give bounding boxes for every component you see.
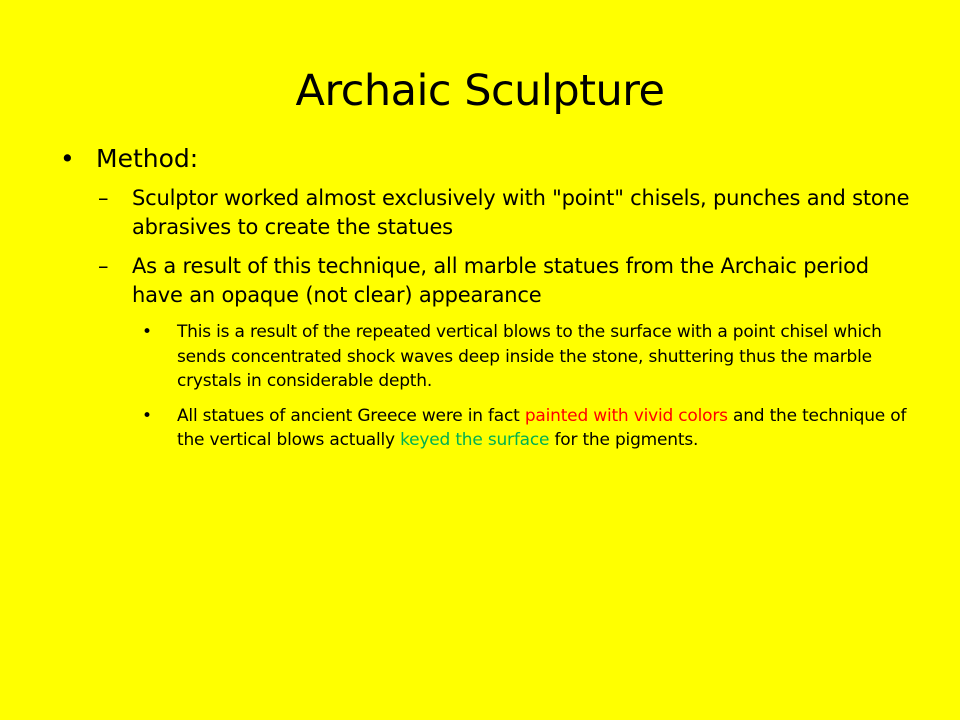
painted-text-part2: and the technique of the vertical blows actually (177, 405, 907, 450)
bullet-method-text: Method: (96, 144, 199, 173)
slide-title: Archaic Sculpture (295, 66, 665, 116)
bullet-dot-icon: • (142, 405, 152, 426)
bullet-method (60, 142, 920, 176)
bullet-dot-icon: • (60, 144, 75, 173)
painted-highlight-green: keyed the surface (400, 430, 550, 450)
dash-icon: – (98, 186, 109, 210)
sub-bullet-chisels-text: Sculptor worked almost exclusively with "point" chisels, punches and stone abrasives to create the statues (132, 186, 910, 239)
bullet-dot-icon: • (142, 322, 152, 342)
detail-bullet-blows (142, 320, 920, 394)
sub-bullet-opaque-text: As a result of this technique, all marble statues from the Archaic period have an opaque (not clear) appearance (132, 254, 869, 307)
slide-content (60, 142, 920, 463)
detail-bullet-painted-text (177, 406, 906, 451)
sub-bullet-chisels (96, 184, 920, 242)
detail-bullet-blows-text: This is a result of the repeated vertical blows to the surface with a point chisel which sends concentrated shock waves deep inside the stone, shuttering thus the marble crystals in considerable depth. (177, 322, 882, 391)
painted-text-part1: All statues of ancient Greece were in fact (177, 405, 525, 426)
sub-bullet-opaque (96, 252, 920, 310)
dash-icon: – (98, 254, 109, 278)
painted-highlight-red: painted with vivid colors (524, 405, 728, 426)
detail-bullet-painted (142, 404, 920, 453)
painted-text-part3: for the pigments. (549, 430, 699, 450)
